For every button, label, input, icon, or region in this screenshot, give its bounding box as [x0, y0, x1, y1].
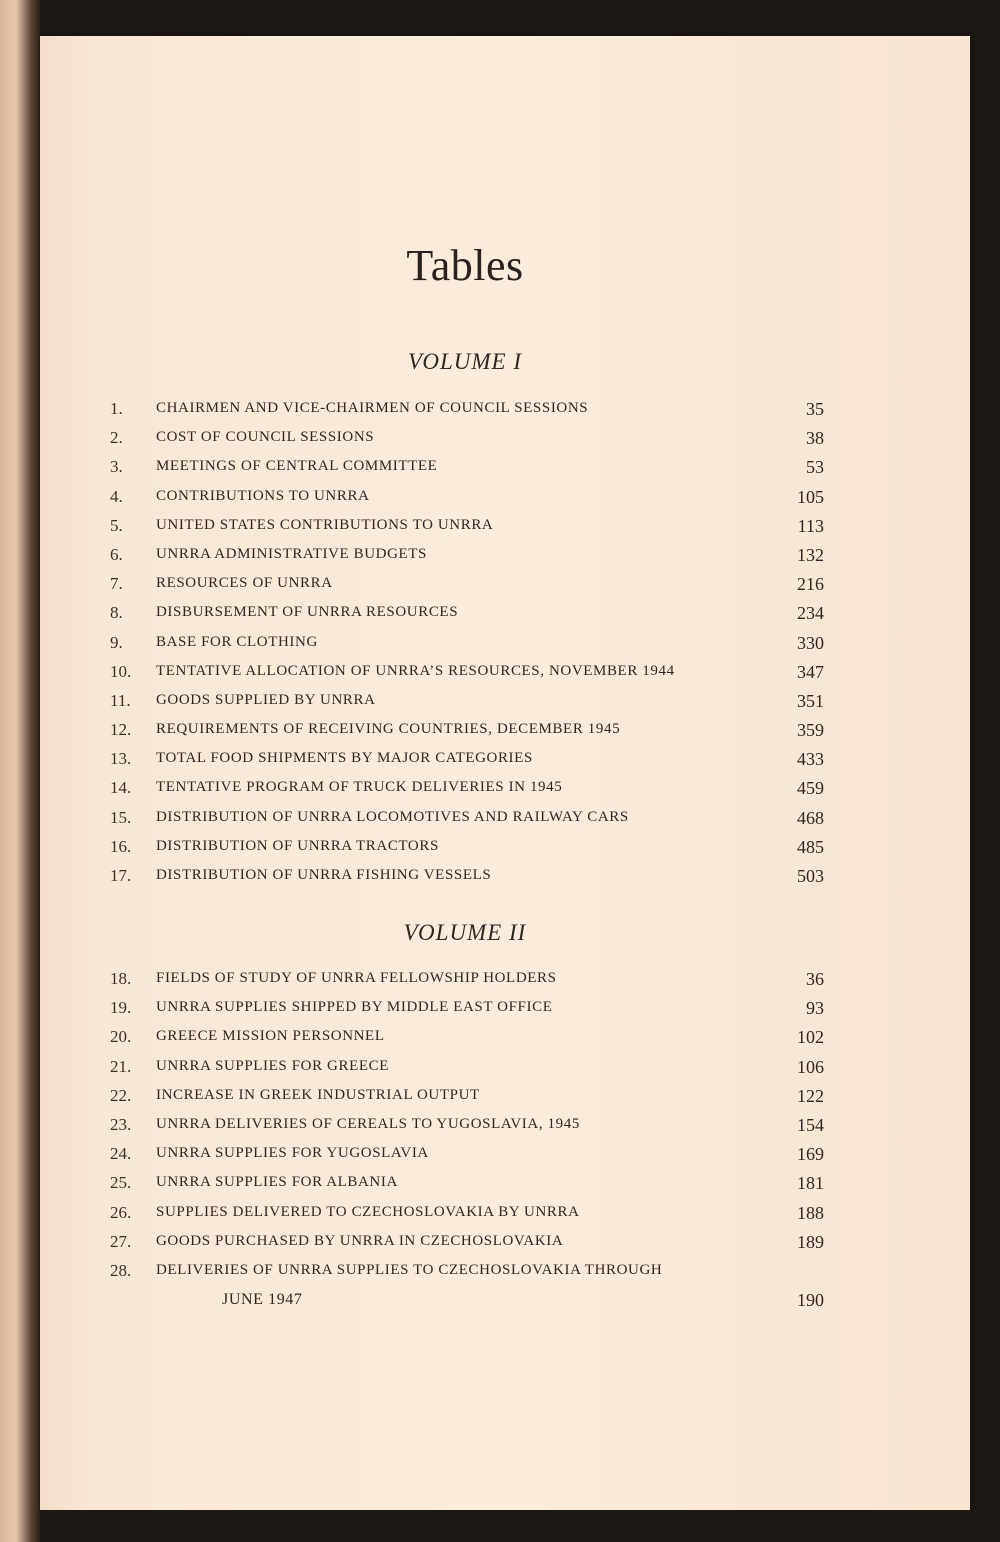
- table-title: UNRRA SUPPLIES FOR YUGOSLAVIA: [156, 1145, 429, 1162]
- table-title: UNRRA SUPPLIES FOR ALBANIA: [156, 1174, 398, 1191]
- table-number: 12.: [110, 720, 132, 740]
- table-number: 27.: [110, 1231, 132, 1251]
- page-number: 36: [806, 969, 824, 989]
- page-number: 122: [797, 1085, 824, 1106]
- table-entry: [40, 1024, 970, 1053]
- table-entry: [40, 396, 970, 425]
- table-entry: [40, 688, 970, 717]
- table-title: DISTRIBUTION OF UNRRA LOCOMOTIVES AND RAILWAY CARS: [156, 808, 629, 825]
- table-title: GOODS PURCHASED BY UNRRA IN CZECHOSLOVAKIA: [156, 1232, 564, 1249]
- table-title: SUPPLIES DELIVERED TO CZECHOSLOVAKIA BY UNRRA: [156, 1203, 580, 1220]
- table-entry: [40, 630, 970, 659]
- table-number: 2.: [110, 428, 123, 448]
- table-entry: [40, 542, 970, 571]
- tables-list-volume-1: [40, 396, 970, 892]
- table-number: 11.: [110, 690, 131, 710]
- table-title: GREECE MISSION PERSONNEL: [156, 1028, 385, 1045]
- page-number: 105: [797, 486, 824, 507]
- table-number: 9.: [110, 632, 123, 652]
- page-number: 102: [797, 1027, 824, 1048]
- table-entry: [40, 834, 970, 863]
- table-entry: [40, 995, 970, 1024]
- table-number: 21.: [110, 1056, 132, 1076]
- table-title: CHAIRMEN AND VICE-CHAIRMEN OF COUNCIL SESSIONS: [156, 400, 589, 416]
- table-title: INCREASE IN GREEK INDUSTRIAL OUTPUT: [156, 1086, 480, 1103]
- page-number: 169: [797, 1144, 824, 1165]
- page-number: 93: [806, 998, 824, 1019]
- table-number: 14.: [110, 778, 132, 798]
- table-entry: [40, 863, 970, 892]
- table-entry: [40, 1200, 970, 1229]
- table-number: 7.: [110, 574, 123, 594]
- table-title: UNRRA SUPPLIES SHIPPED BY MIDDLE EAST OFFICE: [156, 999, 553, 1016]
- table-number: 6.: [110, 544, 123, 564]
- table-number: 19.: [110, 998, 132, 1018]
- page-number: 459: [797, 778, 824, 799]
- table-number: 17.: [110, 866, 132, 885]
- table-title: CONTRIBUTIONS TO UNRRA: [156, 487, 370, 504]
- page-number: 347: [797, 661, 824, 682]
- table-entry: [40, 1229, 970, 1258]
- table-number: 3.: [110, 457, 123, 477]
- table-entry: [40, 513, 970, 542]
- table-title: RESOURCES OF UNRRA: [156, 575, 333, 592]
- table-title: DISTRIBUTION OF UNRRA TRACTORS: [156, 837, 439, 854]
- page-number: 485: [797, 836, 824, 857]
- page-number: 468: [797, 807, 824, 828]
- page-number: 154: [797, 1114, 824, 1135]
- table-number: 20.: [110, 1027, 132, 1047]
- table-number: 24.: [110, 1144, 132, 1164]
- page-number: 113: [797, 515, 824, 536]
- table-title: MEETINGS OF CENTRAL COMMITTEE: [156, 458, 438, 475]
- table-number: 25.: [110, 1173, 132, 1193]
- table-title: DISBURSEMENT OF UNRRA RESOURCES: [156, 604, 459, 621]
- volume-heading-1: VOLUME I: [408, 349, 522, 374]
- table-title: UNITED STATES CONTRIBUTIONS TO UNRRA: [156, 516, 494, 533]
- table-number: 22.: [110, 1085, 132, 1105]
- table-title: UNRRA DELIVERIES OF CEREALS TO YUGOSLAVIA, 1945: [156, 1115, 580, 1132]
- table-title: TENTATIVE PROGRAM OF TRUCK DELIVERIES IN 1945: [156, 779, 563, 796]
- page-number: 188: [797, 1202, 824, 1223]
- page-number: 216: [797, 574, 824, 595]
- table-entry: [40, 571, 970, 600]
- table-number: 23.: [110, 1114, 132, 1134]
- page-number: 35: [806, 399, 824, 419]
- table-entry: [40, 600, 970, 629]
- table-title: TOTAL FOOD SHIPMENTS BY MAJOR CATEGORIES: [156, 750, 533, 767]
- table-entry: [40, 717, 970, 746]
- table-entry: [40, 775, 970, 804]
- table-title: TENTATIVE ALLOCATION OF UNRRA’S RESOURCES, NOVEMBER 1944: [156, 662, 675, 679]
- scan-bottom-edge: [40, 1510, 1000, 1542]
- page-sheet: [40, 36, 970, 1510]
- page-number: 330: [797, 632, 824, 653]
- table-entry-continuation: [40, 1287, 970, 1316]
- table-number: 4.: [110, 486, 123, 506]
- page-number: 181: [797, 1173, 824, 1194]
- table-entry: [40, 1141, 970, 1170]
- page-number: 190: [797, 1290, 824, 1311]
- table-title: DELIVERIES OF UNRRA SUPPLIES TO CZECHOSLOVAKIA THROUGH: [156, 1261, 663, 1278]
- table-title: UNRRA ADMINISTRATIVE BUDGETS: [156, 545, 427, 562]
- table-title: UNRRA SUPPLIES FOR GREECE: [156, 1057, 389, 1074]
- table-entry: [40, 484, 970, 513]
- table-number: 1.: [110, 399, 123, 418]
- table-entry: [40, 1258, 970, 1287]
- table-number: 16.: [110, 836, 132, 856]
- page-number: 38: [806, 428, 824, 449]
- volume-heading-2: VOLUME II: [403, 920, 527, 945]
- table-entry: [40, 425, 970, 454]
- table-title: COST OF COUNCIL SESSIONS: [156, 429, 375, 446]
- table-number: 10.: [110, 661, 132, 681]
- table-entry: [40, 454, 970, 483]
- table-title: DISTRIBUTION OF UNRRA FISHING VESSELS: [156, 867, 492, 883]
- book-gutter: [0, 0, 40, 1542]
- page-number: 359: [797, 720, 824, 741]
- table-title-continuation: JUNE 1947: [222, 1291, 303, 1309]
- table-entry: [40, 805, 970, 834]
- table-number: 5.: [110, 515, 123, 535]
- table-number: 13.: [110, 749, 132, 769]
- page-number: 503: [797, 866, 824, 886]
- table-entry: [40, 1170, 970, 1199]
- page-title: Tables: [406, 241, 524, 290]
- table-title: BASE FOR CLOTHING: [156, 633, 318, 650]
- table-entry: [40, 966, 970, 995]
- tables-list-volume-2: [40, 966, 970, 1316]
- table-title: FIELDS OF STUDY OF UNRRA FELLOWSHIP HOLDERS: [156, 970, 557, 986]
- table-entry: [40, 1054, 970, 1083]
- page-number: 132: [797, 544, 824, 565]
- page-number: 53: [806, 457, 824, 478]
- table-number: 15.: [110, 807, 132, 827]
- page-number: 234: [797, 603, 824, 624]
- page-number: 433: [797, 749, 824, 770]
- table-entry: [40, 746, 970, 775]
- table-title: REQUIREMENTS OF RECEIVING COUNTRIES, DECEMBER 1945: [156, 721, 621, 738]
- table-number: 18.: [110, 969, 132, 988]
- page-number: 351: [797, 690, 824, 711]
- table-number: 8.: [110, 603, 123, 623]
- table-title: GOODS SUPPLIED BY UNRRA: [156, 691, 376, 708]
- table-entry: [40, 1112, 970, 1141]
- table-entry: [40, 1083, 970, 1112]
- table-entry: [40, 659, 970, 688]
- page-number: 189: [797, 1231, 824, 1252]
- table-number: 26.: [110, 1202, 132, 1222]
- page-number: 106: [797, 1056, 824, 1077]
- table-number: 28.: [110, 1260, 132, 1280]
